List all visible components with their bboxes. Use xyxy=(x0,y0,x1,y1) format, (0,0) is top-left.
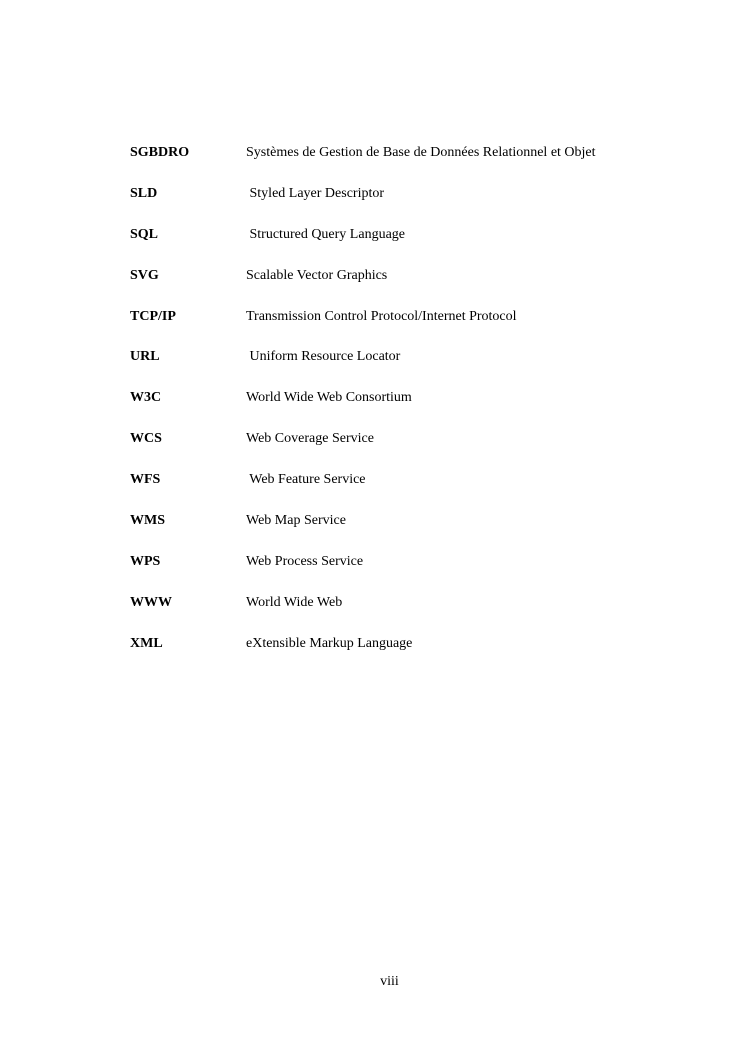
abbreviation-definition: Styled Layer Descriptor xyxy=(246,185,385,201)
abbreviation-row-wfs xyxy=(130,471,690,512)
abbreviation-row-wcs xyxy=(130,430,690,471)
abbreviation-row-w3c xyxy=(130,389,690,430)
abbreviation-definition: Web Feature Service xyxy=(246,472,366,488)
abbreviation-row-sld xyxy=(130,185,690,226)
abbreviation-definition: Scalable Vector Graphics xyxy=(246,267,388,283)
abbreviation-term: WFS xyxy=(130,472,161,488)
abbreviation-term: SGBDRO xyxy=(130,145,190,160)
abbreviation-term: WPS xyxy=(130,553,161,569)
abbreviation-definition: Uniform Resource Locator xyxy=(246,349,401,365)
abbreviation-term: TCP/IP xyxy=(130,308,176,324)
abbreviation-row-sgbdro xyxy=(130,144,690,185)
abbreviation-term: WMS xyxy=(130,513,165,529)
abbreviation-row-svg xyxy=(130,267,690,308)
abbreviation-definition: Web Coverage Service xyxy=(246,431,374,447)
page-number: viii xyxy=(380,974,399,989)
abbreviation-term: SQL xyxy=(130,226,159,242)
abbreviation-row-tcp-ip xyxy=(130,308,690,349)
abbreviation-term: URL xyxy=(130,349,160,365)
abbreviation-definition: Transmission Control Protocol/Internet Protocol xyxy=(246,308,517,324)
abbreviation-row-wms xyxy=(130,512,690,553)
abbreviation-term: SVG xyxy=(130,267,159,283)
abbreviation-term: WWW xyxy=(130,594,172,610)
abbreviation-definition: Web Map Service xyxy=(246,513,346,529)
abbreviation-row-url xyxy=(130,348,690,389)
abbreviation-definition: World Wide Web xyxy=(246,594,343,610)
abbreviation-row-sql xyxy=(130,226,690,267)
abbreviation-term: W3C xyxy=(130,390,162,406)
abbreviation-definition: Structured Query Language xyxy=(246,226,405,242)
abbreviation-term: SLD xyxy=(130,185,158,201)
abbreviation-definition: World Wide Web Consortium xyxy=(246,390,412,406)
abbreviation-term: XML xyxy=(130,635,163,651)
abbreviation-definition: Systèmes de Gestion de Base de Données Relationnel et Objet xyxy=(246,145,596,160)
abbreviation-definition: eXtensible Markup Language xyxy=(246,635,413,651)
abbreviation-row-www xyxy=(130,594,690,635)
abbreviation-row-wps xyxy=(130,553,690,594)
abbreviation-definition: Web Process Service xyxy=(246,553,364,569)
abbreviation-row-xml xyxy=(130,635,690,676)
abbreviation-list xyxy=(130,144,690,676)
abbreviation-term: WCS xyxy=(130,431,162,447)
